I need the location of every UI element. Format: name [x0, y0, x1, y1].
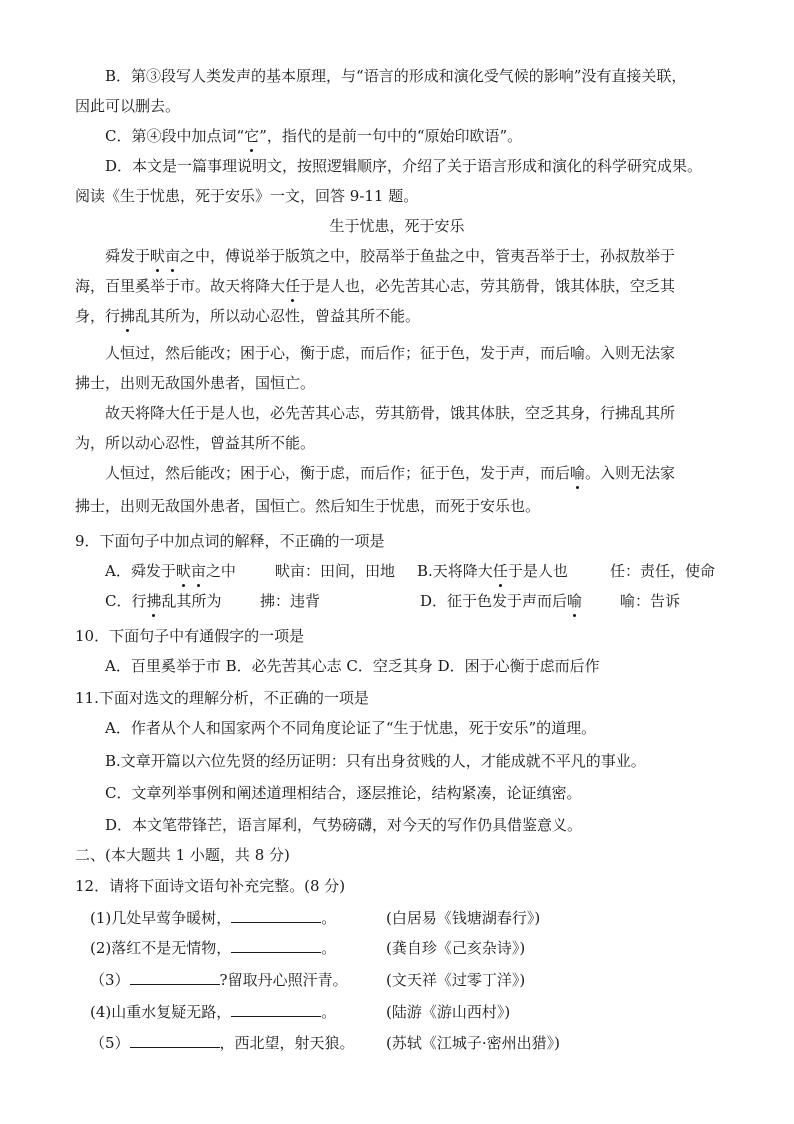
item-post: 。: [321, 939, 337, 957]
item-post: 。: [321, 909, 337, 927]
text-span: B.天将降大: [417, 562, 493, 580]
option-b-line1: B．第③段写人类发声的基本原理，与“语言的形成和演化受气候的影响”没有直接关联，: [105, 67, 687, 85]
text-span: 舜发于: [105, 247, 151, 265]
q10-stem: 10．下面句子中有通假字的一项是: [75, 627, 305, 645]
passage-p3-line1: 故天将降大任于是人也，必先苦其心志，劳其筋骨，饿其体肤，空乏其身，行拂乱其所: [105, 404, 676, 422]
text-span: 于是人也，必先苦其心志，劳其筋骨，饿其体肤，空乏其: [300, 277, 676, 295]
passage-p4-line1: [105, 463, 675, 483]
text-span: 人恒过，然后能改；困于心，衡于虑，而后作；征于色，发于声，而后: [105, 464, 571, 482]
text-span: A．舜发于: [105, 562, 176, 580]
passage-title: 生于忧患，死于安乐: [329, 217, 465, 235]
dotted-word: 喻: [570, 464, 586, 482]
q11-option-a: A．作者从个人和国家两个不同角度论证了“生于忧患，死于安乐”的道理。: [105, 719, 597, 737]
text-span: 海，百里奚举于市。故天将降大: [75, 277, 286, 295]
q9-option-a-gloss: 畎亩：田间，田地: [275, 562, 396, 580]
text-span: 之中: [205, 562, 236, 580]
q12-item-5: [90, 1033, 355, 1053]
dotted-word: 畎: [175, 562, 191, 580]
item-post: ，西北望，射天狼。: [219, 1034, 355, 1052]
q12-stem: 12．请将下面诗文语句补充完整。(8 分): [75, 877, 346, 895]
passage-p2-line2: 拂士，出则无敌国外患者，国恒亡。: [75, 374, 316, 392]
item-post: 。: [321, 1003, 337, 1021]
dotted-word: 拂: [120, 307, 136, 325]
dotted-word: 任: [285, 277, 301, 295]
answer-blank[interactable]: [130, 1033, 220, 1048]
answer-blank[interactable]: [231, 938, 321, 953]
dotted-word: 喻: [567, 592, 583, 610]
text-span: 乱其所为，所以动心忍性，曾益其所不能。: [135, 307, 421, 325]
option-c-post: ”，指代的是前一句中的“原始印欧语”。: [259, 127, 523, 145]
passage-p3-line2: 为，所以动心忍性，曾益其所不能。: [75, 434, 316, 452]
item-pre: (1)几处早莺争暖树，: [90, 909, 232, 927]
item-post: ?留取丹心照汗青。: [219, 971, 348, 989]
answer-blank[interactable]: [231, 908, 321, 923]
q12-item-2-source: (龚自珍《己亥杂诗》): [386, 939, 526, 957]
option-c-dotted-word: 它: [244, 127, 260, 145]
answer-blank[interactable]: [231, 1002, 321, 1017]
q11-option-b: B.文章开篇以六位先贤的经历证明：只有出身贫贱的人，才能成就不平凡的事业。: [105, 752, 646, 770]
q9-option-b-gloss: 任：责任，使命: [610, 562, 716, 580]
option-c-pre: C．第④段中加点词“: [105, 127, 245, 145]
q9-option-a: [105, 561, 236, 581]
text-span: C．行: [105, 592, 147, 610]
q12-item-1: [90, 908, 336, 928]
q10-options: A．百里奚举于市 B．必先苦其心志 C．空乏其身 D．困于心衡于虑而后作: [105, 657, 600, 675]
q12-item-4-source: (陆游《游山西村》): [386, 1003, 511, 1021]
q12-item-2: [90, 938, 336, 958]
text-span: D．征于色发于声而后: [420, 592, 568, 610]
q12-item-1-source: (白居易《钱塘湖春行》): [386, 909, 541, 927]
dotted-word: 畎: [150, 247, 166, 265]
q9-option-d-gloss: 喻：告诉: [620, 592, 681, 610]
passage-p2-line1: 人恒过，然后能改；困于心，衡于虑，而后作；征于色，发于声，而后喻。入则无法家: [105, 344, 676, 362]
item-pre: (2)落红不是无情物，: [90, 939, 232, 957]
reading-prompt: 阅读《生于忧患，死于安乐》一文，回答 9-11 题。: [75, 187, 419, 205]
passage-p1-line3: [75, 306, 420, 326]
text-span: 身，行: [75, 307, 121, 325]
text-span: 乱其所为: [161, 592, 222, 610]
passage-p4-line2: 拂士，出则无敌国外患者，国恒亡。然后知生于忧患，而死于安乐也。: [75, 497, 541, 515]
text-span: 。入则无法家: [585, 464, 676, 482]
answer-blank[interactable]: [130, 970, 220, 985]
q9-option-c-gloss: 拂：违背: [260, 592, 321, 610]
text-span: 之中，傅说举于版筑之中，胶鬲举于鱼盐之中，管夷吾举于士，孙叔敖举于: [180, 247, 676, 265]
q12-item-3: [90, 970, 348, 990]
q9-stem: 9．下面句子中加点词的解释，不正确的一项是: [75, 532, 385, 550]
passage-p1-line2: [75, 276, 675, 296]
text-span: 于是人也: [507, 562, 568, 580]
q9-option-d: [420, 591, 582, 611]
dotted-word: 任: [492, 562, 508, 580]
option-c: [105, 126, 522, 146]
item-pre: (4)山重水复疑无路，: [90, 1003, 232, 1021]
option-b-line2: 因此可以删去。: [75, 97, 181, 115]
passage-p1-line1: [105, 246, 675, 266]
q12-item-4: [90, 1002, 336, 1022]
section2-heading: 二、(本大题共 1 小题，共 8 分): [75, 846, 290, 864]
q12-item-3-source: (文天祥《过零丁洋》): [386, 971, 526, 989]
dotted-word: 拂: [146, 592, 162, 610]
dotted-word: 亩: [190, 562, 206, 580]
q11-option-c: C．文章列举事例和阐述道理相结合，逐层推论，结构紧凑，论证缜密。: [105, 784, 582, 802]
item-pre: （3）: [90, 971, 130, 989]
q11-stem: 11.下面对选文的理解分析，不正确的一项是: [75, 689, 369, 707]
dotted-word: 亩: [165, 247, 181, 265]
option-d: D．本文是一篇事理说明文，按照逻辑顺序，介绍了关于语言形成和演化的科学研究成果。: [105, 157, 703, 175]
q11-option-d: D．本文笔带锋芒，语言犀利，气势磅礴，对今天的写作仍具借鉴意义。: [105, 816, 583, 834]
item-pre: （5）: [90, 1034, 130, 1052]
q9-option-b: [417, 561, 568, 581]
q12-item-5-source: (苏轼《江城子·密州出猎》): [386, 1034, 560, 1052]
q9-option-c: [105, 591, 222, 611]
